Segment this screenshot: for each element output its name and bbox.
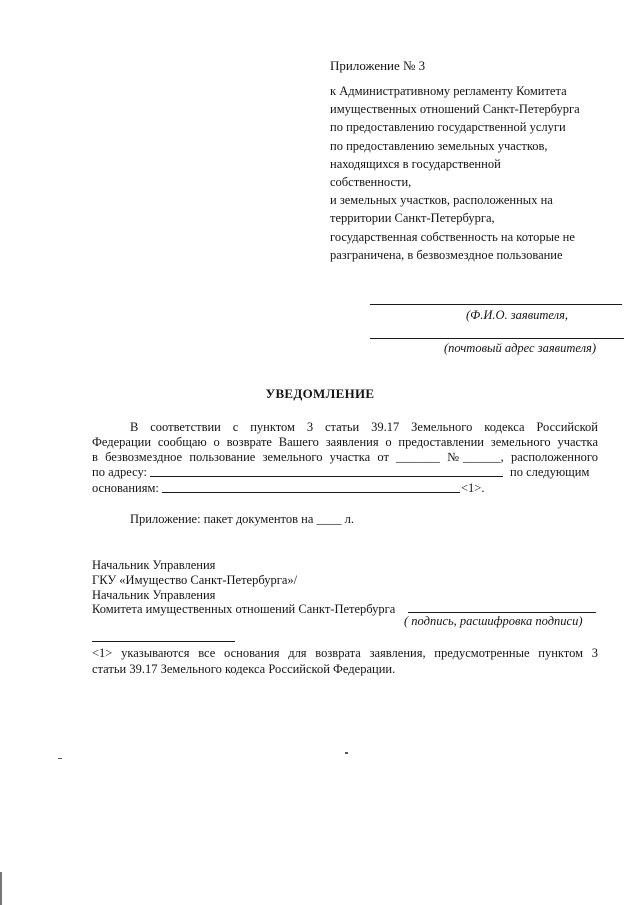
regulation-line: разграничена, в безвозмездное пользование (330, 247, 563, 262)
footnote-line: статьи 39.17 Земельного кодекса Российской Федерации. (92, 662, 396, 676)
footnote-reference: <1>. (461, 481, 485, 495)
regulation-line: собственности, (330, 175, 412, 190)
scan-mark (58, 758, 62, 759)
footnote-separator (92, 641, 235, 642)
attachment-text: Приложение: пакет документов на ____ л. (130, 512, 354, 526)
regulation-line: к Административному регламенту Комитета (330, 84, 567, 98)
signature-caption: ( подпись, расшифровка подписи) (404, 614, 583, 628)
regulation-line: государственная собственность на которые не (330, 229, 575, 244)
grounds-blank-line (162, 492, 460, 493)
notice-line: Федерации сообщаю о возврате Вашего заявления о предоставлении земельного участка (92, 435, 598, 449)
regulation-line: по предоставлению земельных участков, (330, 138, 548, 153)
applicant-name-line (370, 304, 622, 305)
regulation-line: по предоставлению государственной услуги (330, 120, 566, 135)
annex-title: Приложение № 3 (330, 58, 426, 73)
applicant-name-caption: (Ф.И.О. заявителя, (466, 308, 569, 322)
signature-line: Комитета имущественных отношений Санкт-Петербурга (92, 602, 396, 616)
notice-line: в безвозмездное пользование земельного участка от _______ №______, расположенного (92, 450, 598, 464)
signature-line: Начальник Управления (92, 558, 216, 572)
notice-address-label: по адресу: (92, 465, 148, 479)
regulation-line: и земельных участков, расположенных на (330, 193, 553, 208)
notice-next-label: по следующим (510, 465, 590, 479)
regulation-line: территории Санкт-Петербурга, (330, 211, 495, 226)
notice-line: В соответствии с пунктом 3 статьи 39.17 Земельного кодекса Российской (130, 420, 598, 434)
applicant-address-line (370, 338, 624, 339)
regulation-reference (330, 82, 580, 264)
regulation-line: имущественных отношений Санкт-Петербурга (330, 102, 580, 117)
signature-line: Начальник Управления (92, 588, 216, 602)
notice-grounds-label: основаниям: (92, 481, 159, 495)
signature-blank-line (408, 612, 596, 613)
footnote-line: <1> указываются все основания для возврата заявления, предусмотренные пунктом 3 (92, 646, 598, 660)
notice-title: УВЕДОМЛЕНИЕ (265, 386, 375, 401)
regulation-line: находящихся в государственной (330, 156, 501, 171)
scan-mark (345, 752, 348, 754)
applicant-address-caption: (почтовый адрес заявителя) (444, 341, 597, 355)
scan-mark (0, 872, 2, 905)
signature-line: ГКУ «Имущество Санкт-Петербурга»/ (92, 573, 298, 587)
address-blank-line (150, 476, 503, 477)
